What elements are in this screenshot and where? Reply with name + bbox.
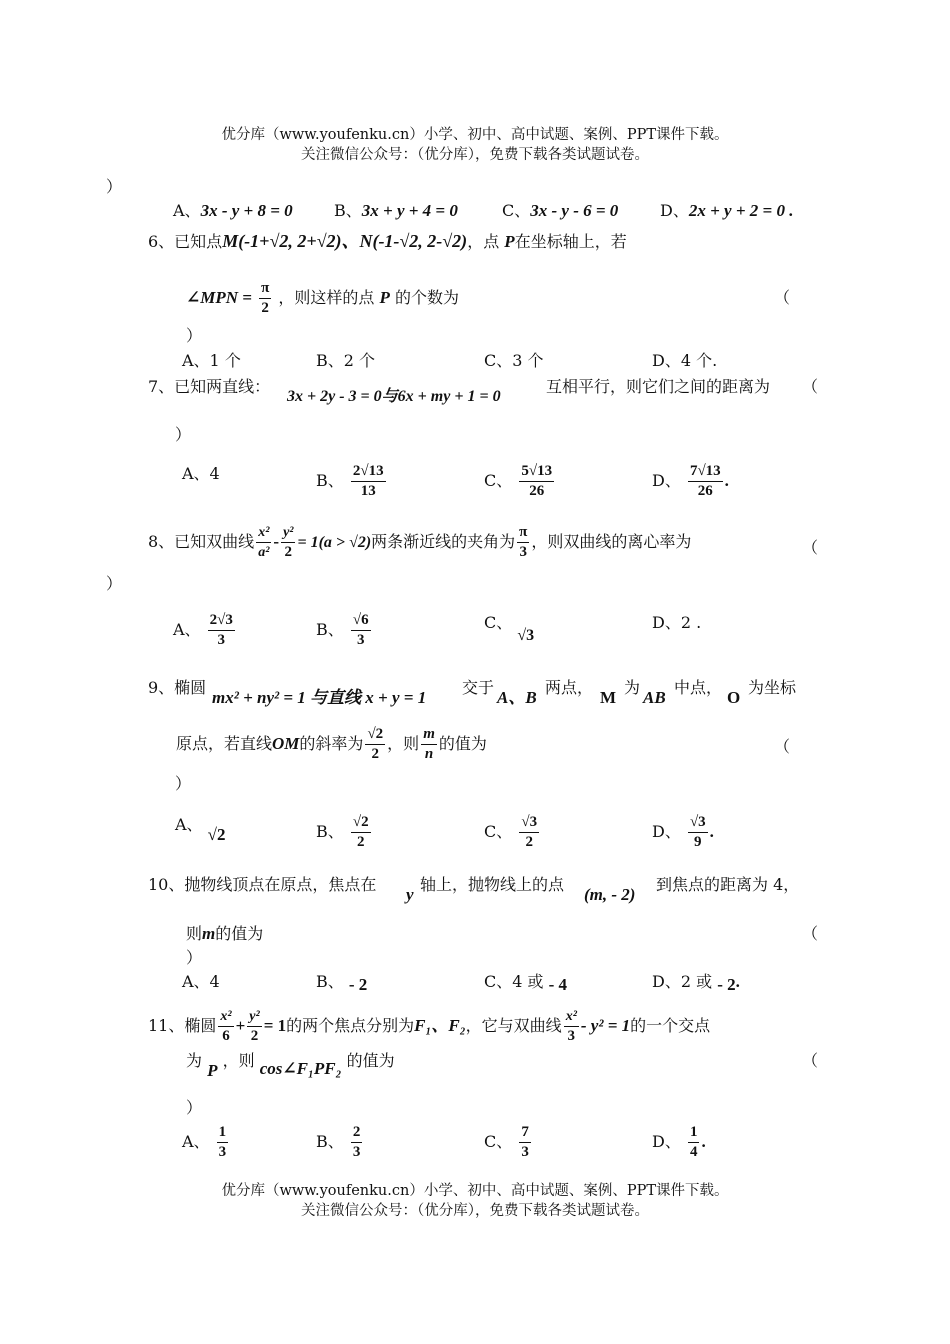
q9-opt-d-num: √3 [688, 814, 708, 833]
q11-line2c: 的值为 [346, 1051, 395, 1070]
q5-option-b [334, 200, 458, 222]
q8-opt-b-label: B、 [316, 620, 344, 639]
q8-pi: π [517, 524, 529, 543]
q9-opt-c-den: 2 [525, 834, 533, 850]
q8-paren-close: ） [106, 574, 123, 593]
q11-opt-c-frac [519, 1124, 531, 1161]
q8-opt-a-frac [208, 612, 235, 649]
q11-x2b: x² [564, 1008, 579, 1027]
q9-opt-c-num: √3 [519, 814, 539, 833]
q10-opt-d: - 2 [717, 975, 736, 994]
q9-ab-segment: AB [643, 688, 666, 707]
q7-opt-b-num: 2√13 [351, 463, 386, 482]
q5-options [173, 200, 293, 222]
q11-cos: cos∠F₁PF₂ [259, 1059, 342, 1078]
q10-paren-close: ） [186, 948, 203, 967]
q7-option-b [316, 463, 388, 500]
q10-stem-line2 [186, 923, 263, 945]
q9-slope [365, 726, 385, 763]
q9-slope-den: 2 [371, 746, 380, 762]
q9-ab2 [643, 687, 666, 709]
q11-eq2: - y² = 1 [580, 1016, 631, 1035]
q9-ab [497, 687, 537, 709]
q9-option-b [316, 814, 373, 851]
q7-option-c [484, 463, 556, 500]
q8-y2-over-2 [281, 524, 295, 561]
footer-line-2: 关注微信公众号：（优分库），免费下载各类试题试卷。 [301, 1203, 649, 1219]
q6-two: 2 [261, 300, 269, 316]
q9-o-point: O [727, 688, 741, 707]
q10-m: m [202, 924, 216, 943]
q9-m [600, 687, 616, 709]
q7-opt-c-den: 26 [529, 483, 545, 499]
q9-text-e: 为坐标 [748, 678, 797, 697]
q9-opt-a: √2 [207, 825, 226, 844]
q10-opt-d-label: D、2 或 [652, 972, 713, 991]
q5-opt-b-label: B、 [334, 201, 362, 220]
q8-opt-d: D、2 . [652, 613, 702, 632]
q10-y [406, 884, 414, 906]
q8-three: 3 [519, 544, 528, 560]
q5-opt-c-label: C、 [502, 201, 531, 220]
q5-option-c [502, 200, 618, 222]
q10-option-c [484, 971, 567, 993]
q5-option-d [660, 200, 793, 222]
q10-y-axis: y [406, 885, 414, 904]
q10-text-a: 轴上，抛物线上的点 [420, 875, 565, 894]
q8-x2: x² [256, 524, 271, 543]
q11-two: 2 [250, 1028, 259, 1044]
q9-option-a [175, 814, 226, 844]
q11-stem-line2 [186, 1050, 395, 1080]
q11-opt-c-num: 7 [519, 1124, 531, 1143]
q11-opt-d-frac [688, 1124, 700, 1161]
q6-point-p-2: P [379, 288, 390, 307]
q9-m: m [421, 726, 437, 745]
q9-opt-c-frac [519, 814, 539, 851]
q10-opt-b-label: B、 [316, 972, 344, 991]
q8-text-mid: 两条渐近线的夹角为 [371, 532, 516, 551]
q11-opt-b-frac [351, 1124, 363, 1161]
q9-ab-points: A、B [497, 688, 537, 707]
q10-paren-open: （ [802, 924, 819, 943]
q10-opt-d-dot: . [735, 972, 740, 991]
q9-stem [148, 677, 206, 699]
q11-opt-d-label: D、 [652, 1132, 681, 1151]
q5-opt-d: 2x + y + 2 = 0 . [688, 201, 794, 220]
q11-opt-c-den: 3 [521, 1144, 529, 1160]
q9-stem-line2 [176, 726, 487, 763]
q9-slope-num: √2 [365, 726, 385, 745]
q8-opt-a-num: 2√3 [208, 612, 235, 631]
q7-opt-a: A、4 [182, 464, 220, 483]
q11-opt-b-label: B、 [316, 1132, 344, 1151]
q8-opt-b-num: √6 [351, 612, 371, 631]
q11-option-c [484, 1124, 533, 1161]
q10-option-b [316, 971, 367, 993]
q11-p: P [207, 1061, 218, 1080]
q8-y2: y² [281, 524, 295, 543]
header-line-1: 优分库（www.youfenku.cn）小学、初中、高中试题、案例、PPT课件下载。 [221, 127, 729, 143]
q9-paren-close: ） [175, 774, 192, 793]
q9-opt-d-den: 9 [694, 834, 702, 850]
q11-opt-a-den: 3 [218, 1144, 227, 1160]
q5-opt-a-label: A、 [173, 201, 201, 220]
q10-point: (m, - 2) [584, 885, 636, 904]
q6-opt-a: A、1 个 [182, 351, 241, 370]
q9-opt-d-dot: . [709, 822, 714, 841]
header-line-2: 关注微信公众号：（优分库），免费下载各类试题试卷。 [301, 147, 649, 163]
q9-opt-a-label: A、 [175, 815, 203, 834]
q9-text-d: 中点， [674, 678, 723, 697]
q7-paren-open: （ [802, 377, 819, 396]
q9-line2a: 原点，若直线 [176, 734, 273, 753]
q8-option-a [173, 612, 237, 649]
q7-lines [287, 385, 501, 408]
q7-opt-c-num: 5√13 [519, 463, 554, 482]
q6-opt-c: C、3 个 [484, 351, 544, 370]
q11-x2-over-6 [218, 1008, 233, 1045]
q11-three: 3 [567, 1028, 576, 1044]
q6-text-line2: ，则这样的点 [278, 288, 375, 307]
q9-m-point: M [600, 688, 617, 707]
q11-paren-close: ） [186, 1098, 203, 1117]
q9-opt-b-num: √2 [351, 814, 371, 833]
q11-opt-a-num: 1 [217, 1124, 229, 1143]
q7-opt-d-num: 7√13 [688, 463, 723, 482]
q11-y2: y² [247, 1008, 261, 1027]
q11-option-b [316, 1124, 364, 1161]
q9-opt-c-label: C、 [484, 822, 513, 841]
q5-opt-b: 3x + y + 4 = 0 [361, 201, 458, 220]
q7-stem [148, 376, 270, 398]
q9-opt-d-frac [688, 814, 708, 851]
q7-text-end: 互相平行，则它们之间的距离为 [546, 377, 771, 396]
q8-option-b [316, 612, 373, 649]
q7-opt-c-frac [519, 463, 554, 500]
q8-opt-c-label: C、 [484, 613, 513, 632]
q8-two: 2 [284, 544, 293, 560]
q6-text-end: 在坐标轴上，若 [514, 232, 627, 251]
q11-option-d [652, 1124, 706, 1161]
q11-opt-d-den: 4 [689, 1144, 698, 1160]
q6-pi-over-2 [259, 280, 271, 317]
q6-pi: π [259, 280, 271, 299]
q9-opt-d-label: D、 [652, 822, 681, 841]
q6-opt-b: B、2 个 [316, 351, 376, 370]
q6-paren-close: ） [186, 326, 203, 345]
q6-angle: ∠MPN = [186, 288, 252, 307]
q8-opt-a-den: 3 [217, 632, 226, 648]
q11-opt-d-dot: . [701, 1132, 706, 1151]
q6-points: M(-1+√2, 2+√2)、N(-1-√2, 2-√2) [222, 231, 468, 251]
q9-option-d [652, 814, 714, 851]
q9-opt-b-den: 2 [356, 834, 365, 850]
q9-opt-b-frac [351, 814, 371, 851]
q8-opt-b-den: 3 [356, 632, 365, 648]
q11-opt-b-den: 3 [352, 1144, 361, 1160]
q6-stem-line2 [186, 280, 459, 317]
q9-om: OM [272, 734, 300, 753]
q10-text-b: 到焦点的距离为 4， [656, 875, 800, 894]
q11-opt-c-label: C、 [484, 1132, 513, 1151]
q9-eq [212, 687, 426, 709]
q11-text-a: 的两个焦点分别为 [286, 1016, 415, 1035]
q8-number: 8、已知双曲线 [148, 532, 255, 551]
q8-paren-open: （ [802, 538, 819, 557]
q7-opt-d-dot: . [724, 471, 729, 490]
q8-opt-c: √3 [517, 627, 535, 644]
q5-paren-close: ） [106, 177, 123, 196]
q9-line2b: 的斜率为 [299, 734, 364, 753]
q11-text-c: 的一个交点 [630, 1016, 711, 1035]
q11-option-a [182, 1124, 230, 1161]
q7-lines-eq: 3x + 2y - 3 = 0与6x + my + 1 = 0 [287, 388, 501, 405]
q7-number: 7、已知两直线： [148, 377, 271, 396]
q6-stem [148, 230, 627, 253]
q9-o [727, 687, 740, 709]
q10-opt-c: - 4 [548, 975, 568, 994]
q7-paren-close: ） [175, 425, 192, 444]
q11-y2-over-2 [247, 1008, 261, 1045]
q7-opt-b-den: 13 [360, 483, 376, 499]
q7-opt-b-frac [351, 463, 386, 500]
q7-opt-c-label: C、 [484, 471, 513, 490]
q9-text-a: 交于 [462, 678, 495, 697]
q10-option-d [652, 971, 740, 993]
q11-opt-a-frac [217, 1124, 229, 1161]
q6-text-line2b: 的个数为 [394, 288, 459, 307]
q11-opt-a-label: A、 [182, 1132, 210, 1151]
q8-pi-over-3 [517, 524, 529, 561]
q6-point-p: P [504, 232, 515, 251]
q11-stem: 11、椭圆 $\frac{\text{x²}}{6}$ + $\frac{\text{y²}}{2}$ = 1的两个焦点分别为F₁、F₂，它与双曲线 $\frac{\text{x²}}{3}$ - y² = 1的一个交点 [148, 1009, 711, 1044]
q11-opt-b-num: 2 [351, 1124, 363, 1143]
q7-option-d [652, 463, 729, 500]
q7-opt-d-label: D、 [652, 471, 681, 490]
q11-x2: x² [218, 1008, 233, 1027]
q11-opt-d-num: 1 [688, 1124, 700, 1143]
q6-text-mid: ，点 [467, 232, 500, 251]
q10-opt-a: A、4 [182, 972, 220, 991]
q6-number: 6、已知点 [148, 232, 223, 251]
q6-opt-d: D、4 个. [652, 351, 718, 370]
q10-opt-c-label: C、4 或 [484, 972, 544, 991]
q8-text-end: ，则双曲线的离心率为 [531, 532, 692, 551]
q8-a2: a² [258, 545, 270, 560]
q8-x2-over-a2 [256, 524, 271, 561]
q11-six: 6 [222, 1028, 230, 1044]
q7-opt-b-label: B、 [316, 471, 344, 490]
q11-number: 11、椭圆 [148, 1016, 217, 1035]
q5-opt-d-label: D、 [660, 201, 689, 220]
q8-option-c [484, 612, 535, 644]
q8-stem: 8、已知双曲线 $\frac{\text{x²}}{\text{a²}}$ - $\frac{\text{y²}}{2}$ = 1(a > √2)两条渐近线的夹角为 $\frac{\pi}{3}$ ，则双曲线的离心率为 [148, 524, 692, 560]
q9-option-c [484, 814, 541, 851]
q11-eq1: = 1 [263, 1016, 287, 1035]
q11-line2b: ，则 [222, 1051, 255, 1070]
q9-ellipse-line-eq: mx² + ny² = 1 与直线 x + y = 1 [212, 688, 427, 707]
q9-opt-b-label: B、 [316, 822, 344, 841]
q11-x2-over-3 [564, 1008, 579, 1045]
q9-text-b: 两点， [545, 678, 594, 697]
q7-opt-d-den: 26 [697, 483, 713, 499]
q10-pt [584, 884, 635, 906]
q9-number: 9、椭圆 [148, 678, 207, 697]
q6-paren-open: （ [774, 288, 791, 307]
q11-foci: F₁、F₂ [414, 1016, 466, 1035]
footer-line-1: 优分库（www.youfenku.cn）小学、初中、高中试题、案例、PPT课件下载。 [221, 1183, 729, 1199]
q8-opt-a-label: A、 [173, 620, 201, 639]
q9-n: n [424, 746, 434, 762]
q10-num: 10、抛物线顶点在原点，焦点在 [148, 875, 377, 894]
q9-paren-open: （ [774, 737, 791, 756]
q8-cond: = 1(a > √2) [297, 534, 372, 551]
q11-paren-open: （ [802, 1051, 819, 1070]
q10-line2b: 的值为 [215, 924, 264, 943]
q11-line2a: 为 [186, 1051, 203, 1070]
q9-text-c: 为 [624, 678, 641, 697]
q9-line2c: ，则 [387, 734, 420, 753]
q11-text-b: ，它与双曲线 [465, 1016, 562, 1035]
q5-opt-a: 3x - y + 8 = 0 [200, 201, 293, 220]
q10-opt-b: - 2 [348, 975, 368, 994]
q8-opt-b-frac [351, 612, 371, 649]
q5-opt-c: 3x - y - 6 = 0 [530, 201, 619, 220]
q10-line2a: 则 [186, 924, 203, 943]
q9-line2d: 的值为 [438, 734, 487, 753]
q7-opt-d-frac [688, 463, 723, 500]
q9-m-over-n [421, 726, 437, 763]
